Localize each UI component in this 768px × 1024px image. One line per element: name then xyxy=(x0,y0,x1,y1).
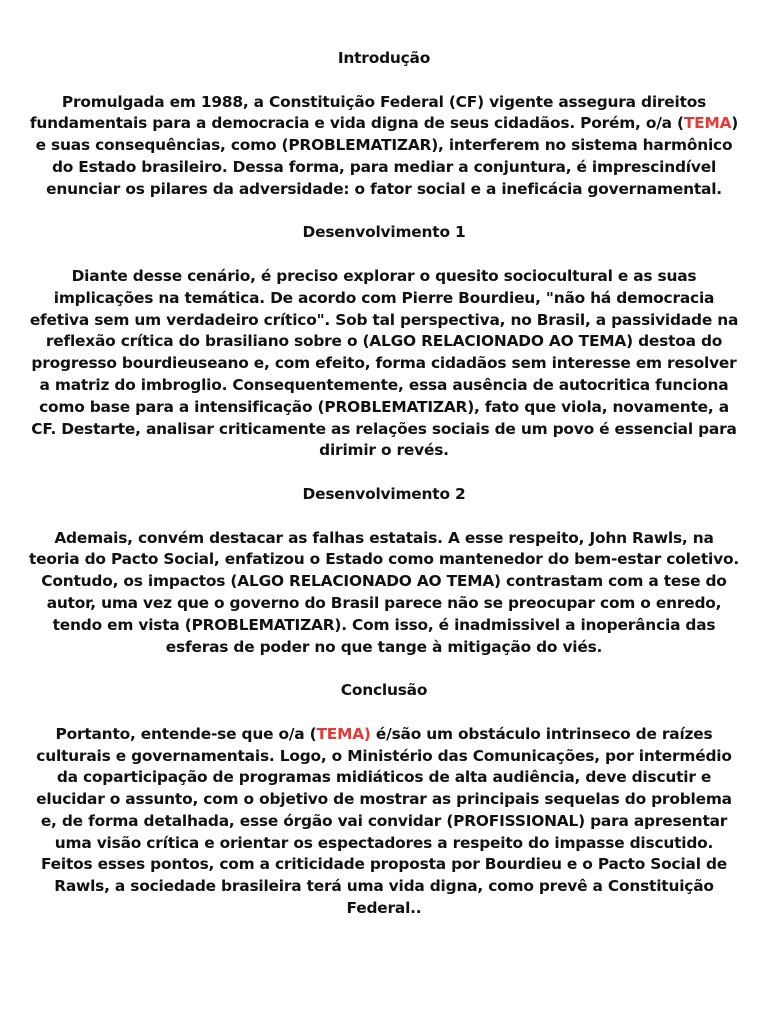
text-run: Portanto, entende-se que o/a ( xyxy=(55,724,317,743)
section-body-conclusao xyxy=(28,724,740,920)
section-title-introducao: Introdução xyxy=(337,49,431,67)
text-run: Promulgada em 1988, a Constituição Federal (CF) vigente assegura direitos fundamentais para a democracia e vida digna de seus cidadãos. Porém, o/a ( xyxy=(29,92,707,133)
section-title-desenvolvimento-1: Desenvolvimento 1 xyxy=(302,223,466,242)
text-run: Diante desse cenário, é preciso explorar o quesito sociocultural e as suas implicações na temática. De acordo com Pierre Bourdieu, "não há democracia efetiva sem um verdadeiro crítico". Sob tal perspectiva, no Brasil, a passividade na reflexão crítica do brasiliano sobre o (ALGO RELACIONADO AO TEMA) destoa do progresso bourdieuseano e, com efeito, forma cidadãos sem interesse em resolver a matriz do imbroglio. Consequentemente, essa ausência de autocritica funciona como base para a intensificação (PROBLEMATIZAR), fato que viola, novamente, a CF. Destarte, analisar criticamente as relações sociais de um povo é essencial para dirimir o revés. xyxy=(29,266,739,460)
section-title-desenvolvimento-2: Desenvolvimento 2 xyxy=(302,484,466,503)
text-run: é/são um obstáculo intrinseco de raízes culturais e governamentais. Logo, o Ministério das Comunicações, por intermédio da coparticipação de programas midiáticos de alta audiência, deve discutir e elucidar o assunto, com o objetivo de mostrar as principais sequelas do problema e, de forma detalhada, esse órgão vai convidar (PROFISSIONAL) para apresentar uma visão crítica e orientar os espectadores a respeito do impasse discutido. Feitos esses pontos, com a criticidade proposta por Bourdieu e o Pacto Social de Rawls, a sociedade brasileira terá uma vida digna, como prevê a Constituição Federal.. xyxy=(36,724,732,918)
section-title-conclusao: Conclusão xyxy=(340,681,428,700)
section-body-introducao xyxy=(28,92,740,201)
tema-highlight: TEMA) xyxy=(316,724,371,743)
section-body-desenvolvimento-1 xyxy=(28,266,740,462)
text-run: Ademais, convém destacar as falhas estatais. A esse respeito, John Rawls, na teoria do Pacto Social, enfatizou o Estado como mantenedor do bem-estar coletivo. Contudo, os impactos (ALGO RELACIONADO AO TEMA) contrastam com a tese do autor, uma vez que o governo do Brasil parece não se preocupar com o enredo, tendo em vista (PROBLEMATIZAR). Com isso, é inadmissivel a inoperância das esferas de poder no que tange à mitigação do viés. xyxy=(29,528,739,656)
tema-highlight: TEMA xyxy=(683,114,732,133)
text-run: ) e suas consequências, como (PROBLEMATIZAR), interferem no sistema harmônico do Estado brasileiro. Dessa forma, para mediar a conjuntura, é imprescindível enunciar os pilares da adversidade: o fator social e a ineficácia governamental. xyxy=(35,114,739,198)
section-body-desenvolvimento-2 xyxy=(28,528,740,659)
